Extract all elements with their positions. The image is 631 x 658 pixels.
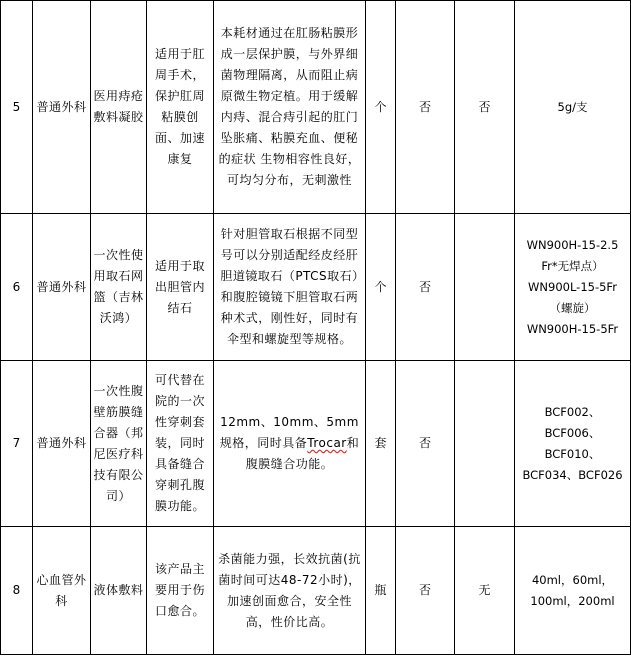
description-cell: 本耗材通过在肛肠粘膜形成一层保护膜，与外界细菌物理隔离，从而阻止病原微生物定植。用于缓解内痔、混合痔引起的肛门坠胀痛、粘膜充血、便秘的症状 生物相容性良好，可均匀分布，无刺激性	[214, 1, 366, 214]
spec-line: WN900H-15-5Fr	[526, 321, 619, 336]
product-name-cell: 一次性使用取石网篮（吉林沃鸿）	[91, 214, 147, 361]
spec-cell	[515, 1, 631, 214]
table-row	[1, 1, 631, 214]
spellcheck-marked-word: Trocar	[307, 436, 347, 450]
row-number: 8	[1, 527, 33, 655]
flag-cell-2: 否	[455, 1, 515, 214]
flag-cell-2	[455, 214, 515, 361]
spec-line: WN900H-15-2.5	[526, 237, 619, 252]
usage-cell: 适用于肛周手术，保护肛周粘膜创面、加速康复	[147, 1, 214, 214]
spec-line: 5g/支	[557, 99, 588, 114]
unit-cell: 个	[366, 214, 396, 361]
spec-line: Fr*无焊点）	[541, 258, 604, 273]
unit-cell: 瓶	[366, 527, 396, 655]
department-cell: 普通外科	[33, 1, 91, 214]
description-text: 12mm、10mm、5mm规格，同时具备	[219, 415, 359, 450]
usage-cell: 该产品主要用于伤口愈合。	[147, 527, 214, 655]
description-cell: 杀菌能力强，长效抗菌(抗菌时间可达48-72小时)，加速创面愈合，安全性高，性价比高。	[214, 527, 366, 655]
table-row	[1, 527, 631, 655]
description-text-tail: 和腹膜缝合功能。	[245, 436, 360, 471]
product-name-cell: 液体敷料	[91, 527, 147, 655]
spec-cell	[515, 361, 631, 527]
usage-cell: 适用于取出胆管内结石	[147, 214, 214, 361]
spec-line: BCF010、	[544, 446, 601, 461]
spec-line: BCF006、	[544, 425, 601, 440]
spec-line: WN900L-15-5Fr	[528, 279, 617, 294]
description-cell	[214, 361, 366, 527]
flag-cell-2: 无	[455, 527, 515, 655]
usage-cell: 可代替在院的一次性穿刺套装，同时具备缝合穿刺孔腹膜功能。	[147, 361, 214, 527]
product-name-cell: 医用痔疮敷料凝胶	[91, 1, 147, 214]
unit-cell: 个	[366, 1, 396, 214]
department-cell: 心血管外科	[33, 527, 91, 655]
row-number: 7	[1, 361, 33, 527]
spec-cell	[515, 214, 631, 361]
table-row	[1, 214, 631, 361]
description-cell: 针对胆管取石根据不同型号可以分别适配经皮经肝胆道镜取石（PTCS取石）和腹腔镜镜下胆管取石两种术式，刚性好，同时有伞型和螺旋型等规格。	[214, 214, 366, 361]
row-number: 5	[1, 1, 33, 214]
flag-cell-2	[455, 361, 515, 527]
spec-line: （螺旋）	[549, 300, 596, 315]
spec-line: 40ml，60ml，	[531, 572, 614, 587]
flag-cell: 否	[396, 1, 455, 214]
flag-cell: 否	[396, 527, 455, 655]
row-number: 6	[1, 214, 33, 361]
flag-cell: 否	[396, 214, 455, 361]
product-name-cell: 一次性腹壁筋膜缝合器（邦尼医疗科技有限公司）	[91, 361, 147, 527]
department-cell: 普通外科	[33, 214, 91, 361]
spec-line: BCF034、BCF026	[522, 467, 623, 482]
flag-cell: 否	[396, 361, 455, 527]
unit-cell: 套	[366, 361, 396, 527]
table-row	[1, 361, 631, 527]
spec-line: BCF002、	[544, 404, 601, 419]
department-cell: 普通外科	[33, 361, 91, 527]
spec-line: 100ml，200ml	[530, 593, 615, 608]
spec-cell	[515, 527, 631, 655]
